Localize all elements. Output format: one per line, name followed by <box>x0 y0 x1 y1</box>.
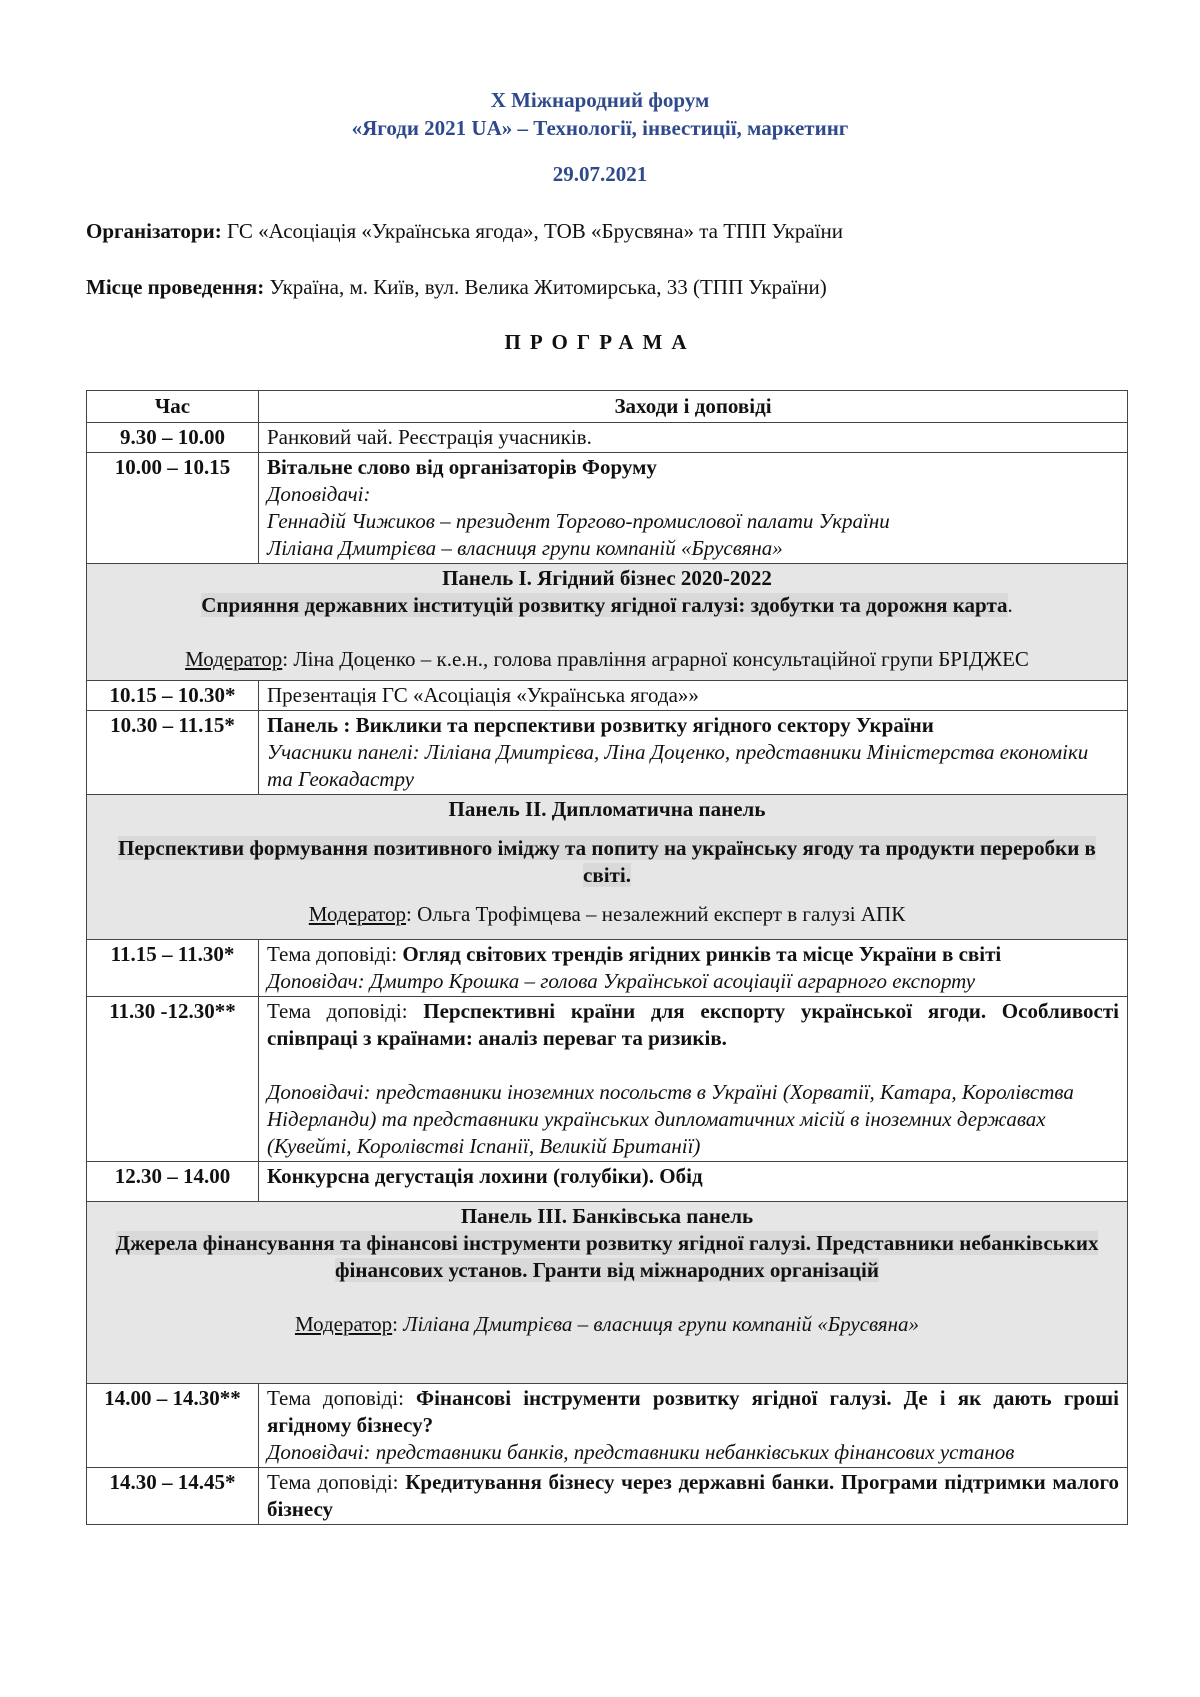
organizers-value: ГС «Асоціація «Українська ягода», ТОВ «Брусвяна» та ТПП України <box>221 219 843 243</box>
row-time: 9.30 – 10.00 <box>87 423 259 453</box>
panel-subtitle: Перспективи формування позитивного іміджу та попиту на українську ягоду та продукти переробки в світі. <box>118 836 1096 887</box>
row-time: 10.15 – 10.30* <box>87 681 259 711</box>
table-row <box>87 997 1128 1162</box>
moderator-label: Модератор <box>294 1312 393 1336</box>
speaker: Доповідач: Дмитро Крошка – голова Української асоціації аграрного експорту <box>267 969 976 993</box>
row-title: Конкурсна дегустація лохини (голубіки). Обід <box>267 1164 703 1188</box>
speakers: Доповідачі: представники іноземних посольств в Україні (Хорватії, Катара, Королівства Нідерланди) та представники українських дипломатичних місій в іноземних державах (Кувейті, Королівстві Іспанії, Великій Британії) <box>267 1080 1074 1158</box>
participants: Учасники панелі: Ліліана Дмитрієва, Ліна Доценко, представники Міністерства економіки та Геокадастру <box>267 740 1089 791</box>
row-content <box>259 1162 1128 1202</box>
moderator-label: Модератор <box>308 902 407 926</box>
speakers-label: Доповідачі: <box>267 482 371 506</box>
speakers: Доповідачі: представники банків, представники небанківських фінансових установ <box>267 1440 1015 1464</box>
row-text: Ранковий чай. Реєстрація учасників. <box>259 423 1128 453</box>
topic-label: Тема доповіді: <box>267 1386 417 1410</box>
row-title: Панель : Виклики та перспективи розвитку ягідного сектору України <box>267 713 934 737</box>
table-row <box>87 423 1128 453</box>
row-time: 12.30 – 14.00 <box>87 1162 259 1202</box>
row-time: 10.30 – 11.15* <box>87 711 259 795</box>
row-content <box>259 453 1128 564</box>
panel-title: Панель ІІ. Дипломатична панель <box>448 797 766 821</box>
panel-row <box>87 795 1128 940</box>
table-row <box>87 453 1128 564</box>
row-time: 11.30 -12.30** <box>87 997 259 1162</box>
moderator-name: : Ліна Доценко – к.е.н., голова правління аграрної консультаційної групи БРІДЖЕС <box>282 647 1029 671</box>
table-row <box>87 940 1128 997</box>
panel-title: Панель І. Ягідний бізнес 2020-2022 <box>442 566 772 590</box>
table-row <box>87 681 1128 711</box>
table-row <box>87 1468 1128 1525</box>
moderator-line <box>95 901 1119 928</box>
topic-label: Тема доповіді: <box>267 942 403 966</box>
row-content <box>259 711 1128 795</box>
table-row <box>87 1162 1128 1202</box>
topic: Перспективні країни для експорту української ягоди. Особливості співпраці з країнами: аналіз переваг та ризиків. <box>267 999 1119 1050</box>
venue-label: Місце проведення: <box>86 275 265 299</box>
panel-cell <box>87 1202 1128 1384</box>
program-heading: ПРОГРАМА <box>504 330 696 354</box>
table-row <box>87 711 1128 795</box>
venue-value: Україна, м. Київ, вул. Велика Житомирська, 33 (ТПП України) <box>264 275 827 299</box>
program-table <box>86 390 1128 1525</box>
row-time: 14.00 – 14.30** <box>87 1384 259 1468</box>
row-text: Презентація ГС «Асоціація «Українська ягода»» <box>259 681 1128 711</box>
panel-row <box>87 564 1128 681</box>
row-title: Вітальне слово від організаторів Форуму <box>267 455 657 479</box>
moderator-line: Модератор: Ліліана Дмитрієва – власниця групи компаній «Брусвяна» <box>294 1312 920 1336</box>
title-line-1: X Міжнародний форум <box>490 88 710 112</box>
table-header-row <box>87 391 1128 423</box>
title-line-2: «Ягоди 2021 UA» – Технології, інвестиції, маркетинг <box>351 116 849 140</box>
row-content <box>259 940 1128 997</box>
row-content <box>259 1468 1128 1525</box>
row-time: 10.00 – 10.15 <box>87 453 259 564</box>
moderator-line <box>95 646 1119 673</box>
moderator-name: : Ольга Трофімцева – незалежний експерт в галузі АПК <box>406 902 906 926</box>
panel-subtitle: Джерела фінансування та фінансові інструменти розвитку ягідної галузі. Представники небанківських фінансових установ. Гранти від міжнародних організацій <box>115 1231 1099 1282</box>
document-title <box>0 86 1200 142</box>
venue-line <box>86 275 827 300</box>
header-time: Час <box>87 391 259 423</box>
header-events: Заходи і доповіді <box>259 391 1128 423</box>
moderator-name: Ліліана Дмитрієва – власниця групи компаній «Брусвяна» <box>403 1312 920 1336</box>
speaker: Геннадій Чижиков – президент Торгово-промислової палати України <box>267 509 890 533</box>
panel-row <box>87 1202 1128 1384</box>
topic: Огляд світових трендів ягідних ринків та місце України в світі <box>402 942 1002 966</box>
table-row <box>87 1384 1128 1468</box>
row-time: 11.15 – 11.30* <box>87 940 259 997</box>
row-content <box>259 997 1128 1162</box>
moderator-label: Модератор <box>185 647 283 671</box>
topic-label: Тема доповіді: <box>267 999 424 1023</box>
panel-cell <box>87 795 1128 940</box>
row-content <box>259 1384 1128 1468</box>
organizers-label: Організатори: <box>86 219 222 243</box>
topic: Фінансові інструменти розвитку ягідної галузі. Де і як дають гроші ягідному бізнесу? <box>267 1386 1119 1437</box>
panel-title: Панель ІІІ. Банківська панель <box>460 1204 754 1228</box>
organizers-line <box>86 219 843 244</box>
speaker: Ліліана Дмитрієва – власниця групи компаній «Брусвяна» <box>267 536 783 560</box>
topic: Кредитування бізнесу через державні банки. Програми підтримки малого бізнесу <box>267 1470 1119 1521</box>
topic-label: Тема доповіді: <box>267 1470 406 1494</box>
panel-subtitle: Сприяння державних інституцій розвитку ягідної галузі: здобутки та дорожня карта <box>201 593 1008 617</box>
panel-cell: Панель І. Ягідний бізнес 2020-2022 Сприяння державних інституцій розвитку ягідної галузі: здобутки та дорожня карта. Модератор: Ліна Доценко – к.е.н., голова правління аграрної консультаційної групи БРІДЖЕС <box>87 564 1128 681</box>
row-time: 14.30 – 14.45* <box>87 1468 259 1525</box>
event-date: 29.07.2021 <box>552 162 648 186</box>
